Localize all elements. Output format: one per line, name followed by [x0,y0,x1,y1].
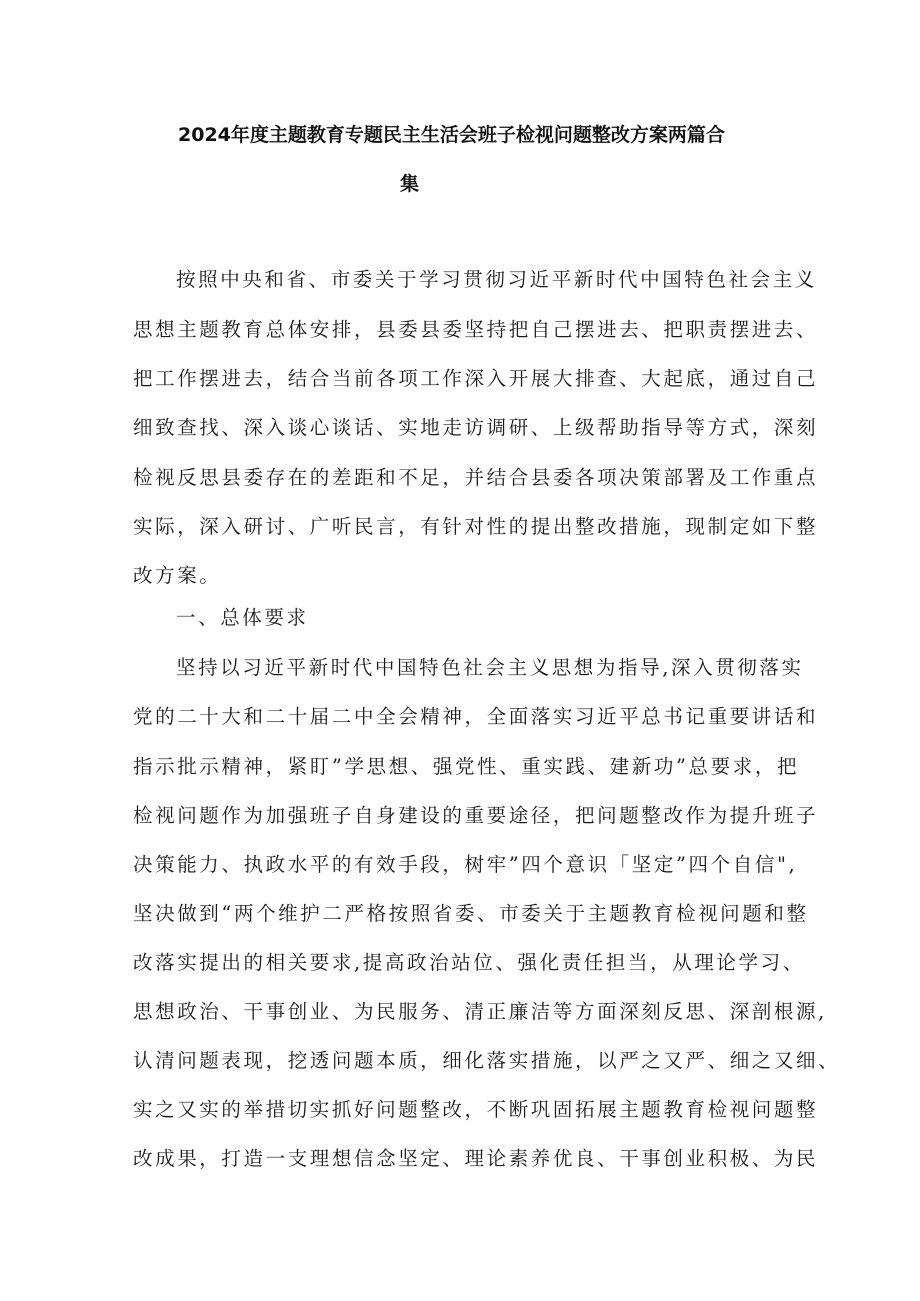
paragraph-1-line-6: 实际，深入研讨、广听民言，有针对性的提出整改措施，现制定如下整 [133,515,819,538]
paragraph-2-line-5: 决策能力、执政水平的有效手段，树牢”四个意识「坚定”四个自信", [133,853,798,876]
paragraph-2-line-11: 改成果，打造一支理想信念坚定、理论素养优良、干事创业积极、为民 [133,1147,819,1170]
paragraph-1-line-4: 细致查找、深入谈心谈话、实地走访调研、上级帮助指导等方式，深刻 [133,416,819,439]
paragraph-2-line-10: 实之又实的举措切实抓好问题整改，不断巩固拓展主题教育检视问题整 [133,1098,819,1121]
document-title-line-2: 集 [400,173,420,195]
paragraph-2-line-4: 检视问题作为加强班子自身建设的重要途径，把问题整改作为提升班子 [133,804,819,827]
paragraph-2-line-8: 思想政治、干事创业、为民服务、清正廉洁等方面深刻反思、深剖根源, [133,1000,827,1023]
paragraph-2-line-7: 改落实提出的相关要求,提高政治站位、强化责任担当，从理论学习、 [133,951,805,974]
paragraph-2-line-1: 坚持以习近平新时代中国特色社会主义思想为指导,深入贯彻落实 [176,656,804,679]
paragraph-1-line-5: 检视反思县委存在的差距和不足，并结合县委各项决策部署及工作重点 [133,466,819,489]
paragraph-2-line-6: 坚决做到“两个维护二严格按照省委、市委关于主题教育检视问题和整 [133,902,809,925]
section-heading-1: 一、总体要求 [176,606,309,629]
document-title-line-1: 2024年度主题教育专题民主生活会班子检视问题整改方案两篇合 [178,124,725,146]
paragraph-2-line-2: 党的二十大和二十届二中全会精神，全面落实习近平总书记重要讲话和 [133,705,819,728]
paragraph-1-line-3: 把工作摆进去，结合当前各项工作深入开展大排查、大起底，通过自己 [133,367,819,390]
paragraph-1-line-2: 思想主题教育总体安排，县委县委坚持把自己摆进去、把职责摆进去、 [133,318,819,341]
paragraph-2-line-9: 认清问题表现，挖透问题本质，细化落实措施，以严之又严、细之又细、 [133,1049,841,1072]
paragraph-2-line-3: 指示批示精神，紧盯”学思想、强党性、重实践、建新功”总要求，把 [133,755,800,778]
paragraph-1-line-1: 按照中央和省、市委关于学习贯彻习近平新时代中国特色社会主义 [176,268,817,291]
paragraph-1-line-7: 改方案。 [133,564,222,587]
